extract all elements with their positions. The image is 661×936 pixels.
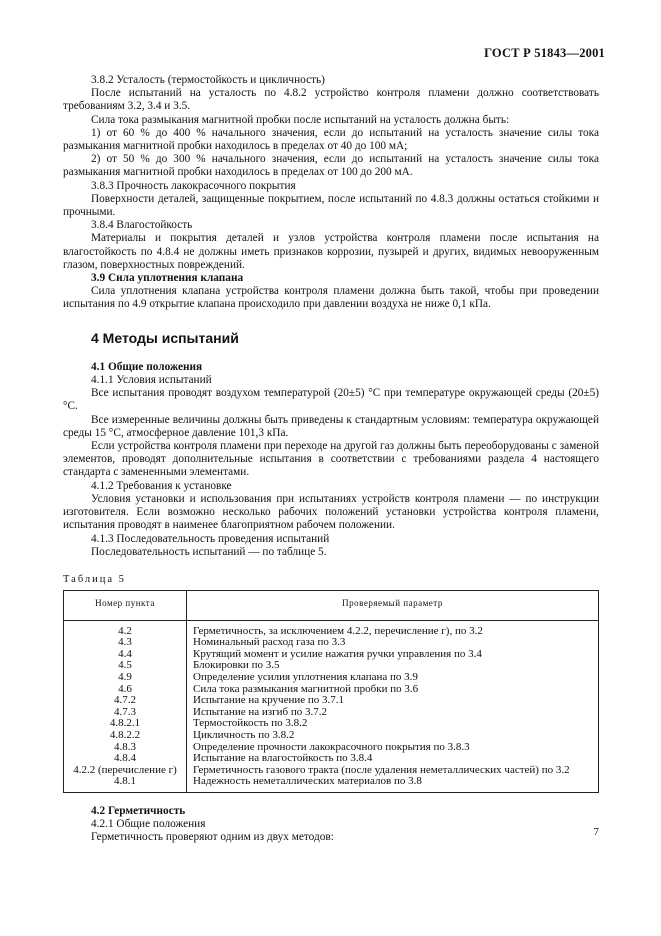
clause-4-1-1-title: 4.1.1 Условия испытаний <box>91 374 212 387</box>
cell-parameter: Испытание на кручение по 3.7.1 <box>187 695 599 707</box>
table-row <box>64 672 599 684</box>
cell-parameter: Крутящий момент и усилие нажатия ручки управления по 3.4 <box>187 649 599 661</box>
cell-parameter: Герметичность газового тракта (после удаления неметаллических частей) по 3.2 <box>187 765 599 777</box>
cell-parameter: Сила тока размыкания магнитной пробки по 3.6 <box>187 684 599 696</box>
cell-parameter: Испытание на изгиб по 3.7.2 <box>187 707 599 719</box>
cell-clause-number: 4.8.3 <box>64 742 187 754</box>
paragraph: Условия установки и использования при испытаниях устройств контроля пламени — по инструкции изготовителя. Если возможно несколько рабочих положений установки устройства контроля пламени, испытания проводят в наименее благоприятном рабочем положении. <box>63 492 599 532</box>
clause-3-8-2-title: 3.8.2 Усталость (термостойкость и цикличность) <box>91 74 325 86</box>
table-5 <box>63 590 599 793</box>
cell-clause-number: 4.8.2.1 <box>64 718 187 730</box>
cell-parameter: Определение прочности лакокрасочного покрытия по 3.8.3 <box>187 742 599 754</box>
cell-parameter: Надежность неметаллических материалов по 3.8 <box>187 776 599 792</box>
list-item: 1) от 60 % до 400 % начального значения, если до испытаний на усталость значение силы тока размыкания магнитной пробки находилось в пределах от 40 до 100 мА; <box>63 126 599 153</box>
cell-clause-number: 4.2 <box>64 620 187 637</box>
cell-parameter: Герметичность, за исключением 4.2.2, перечисление г), по 3.2 <box>187 620 599 637</box>
cell-clause-number: 4.6 <box>64 684 187 696</box>
page-number: 7 <box>593 826 599 838</box>
table-body <box>64 620 599 792</box>
cell-clause-number: 4.7.3 <box>64 707 187 719</box>
paragraph: Все испытания проводят воздухом температурой (20±5) °С при температуре окружающей среды (20±5) °С. <box>63 387 599 413</box>
table-row <box>64 695 599 707</box>
table-row <box>64 776 599 792</box>
table-row <box>64 707 599 719</box>
table-row <box>64 718 599 730</box>
paragraph: Герметичность проверяют одним из двух методов: <box>91 831 334 844</box>
paragraph: Сила тока размыкания магнитной пробки после испытаний на усталость должна быть: <box>91 113 510 126</box>
paragraph: Все измеренные величины должны быть приведены к стандартным условиям: температура окружающей среды 15 °С, атмосферное давление 101,3 кПа. <box>63 413 599 439</box>
list-item: 2) от 50 % до 300 % начального значения, если до испытаний на усталость значение силы тока размыкания магнитной пробки находилось в пределах от 100 до 200 мА. <box>63 153 599 179</box>
table-header-row <box>64 591 599 621</box>
clause-3-8-3-title: 3.8.3 Прочность лакокрасочного покрытия <box>91 179 296 192</box>
paragraph: После испытаний на усталость по 4.8.2 устройство контроля пламени должно соответствовать требованиям 3.2, 3.4 и 3.5. <box>63 87 599 113</box>
paragraph: Поверхности деталей, защищенные покрытием, после испытаний по 4.8.3 должны остаться стойкими и прочными. <box>63 192 599 219</box>
cell-clause-number: 4.8.2.2 <box>64 730 187 742</box>
cell-parameter: Испытание на влагостойкость по 3.8.4 <box>187 753 599 765</box>
table-row <box>64 649 599 661</box>
cell-parameter: Определение усилия уплотнения клапана по 3.9 <box>187 672 599 684</box>
cell-clause-number: 4.2.2 (перечисление г) <box>64 765 187 777</box>
paragraph: Последовательность испытаний — по таблице 5. <box>91 545 327 558</box>
cell-clause-number: 4.5 <box>64 660 187 672</box>
column-header-clause: Номер пункта <box>64 591 187 621</box>
cell-clause-number: 4.7.2 <box>64 695 187 707</box>
column-header-parameter: Проверяемый параметр <box>187 591 599 621</box>
cell-parameter: Цикличность по 3.8.2 <box>187 730 599 742</box>
table-row <box>64 620 599 637</box>
cell-parameter: Блокировки по 3.5 <box>187 660 599 672</box>
paragraph: Если устройства контроля пламени при переходе на другой газ должны быть переоборудованы с заменой элементов, проводят дополнительные испытания в соответствии с требованиями раздела 4 настоящего стандарта с замененными элементами. <box>63 440 599 479</box>
cell-clause-number: 4.8.4 <box>64 753 187 765</box>
cell-clause-number: 4.4 <box>64 649 187 661</box>
document-header: ГОСТ Р 51843—2001 <box>484 46 605 60</box>
clause-3-8-4-title: 3.8.4 Влагостойкость <box>91 219 193 232</box>
cell-clause-number: 4.3 <box>64 637 187 649</box>
clause-4-1-title: 4.1 Общие положения <box>91 360 203 373</box>
table-caption: Таблица 5 <box>63 573 126 585</box>
cell-parameter: Термостойкость по 3.8.2 <box>187 718 599 730</box>
clause-4-1-3-title: 4.1.3 Последовательность проведения испытаний <box>91 532 330 545</box>
clause-4-1-2-title: 4.1.2 Требования к установке <box>91 479 232 492</box>
paragraph: Сила уплотнения клапана устройства контроля пламени должна быть такой, чтобы при проведении испытания по 4.9 открытие клапана происходило при давлении воздуха не ниже 0,1 кПа. <box>63 285 599 311</box>
table-row <box>64 730 599 742</box>
clause-3-9-title: 3.9 Сила уплотнения клапана <box>91 272 244 285</box>
cell-clause-number: 4.9 <box>64 672 187 684</box>
document-body <box>63 74 599 845</box>
cell-parameter: Номинальный расход газа по 3.3 <box>187 637 599 649</box>
section-4-heading: 4 Методы испытаний <box>91 329 239 346</box>
cell-clause-number: 4.8.1 <box>64 776 187 792</box>
clause-4-2-title: 4.2 Герметичность <box>91 805 186 818</box>
paragraph: Материалы и покрытия деталей и узлов устройства контроля пламени после испытания на влагостойкость по 4.8.4 не должны иметь признаков коррозии, пузырей и других, видимых невооруженным глазом, поверхностных повреждений. <box>63 232 599 271</box>
clause-4-2-1-title: 4.2.1 Общие положения <box>91 818 206 831</box>
